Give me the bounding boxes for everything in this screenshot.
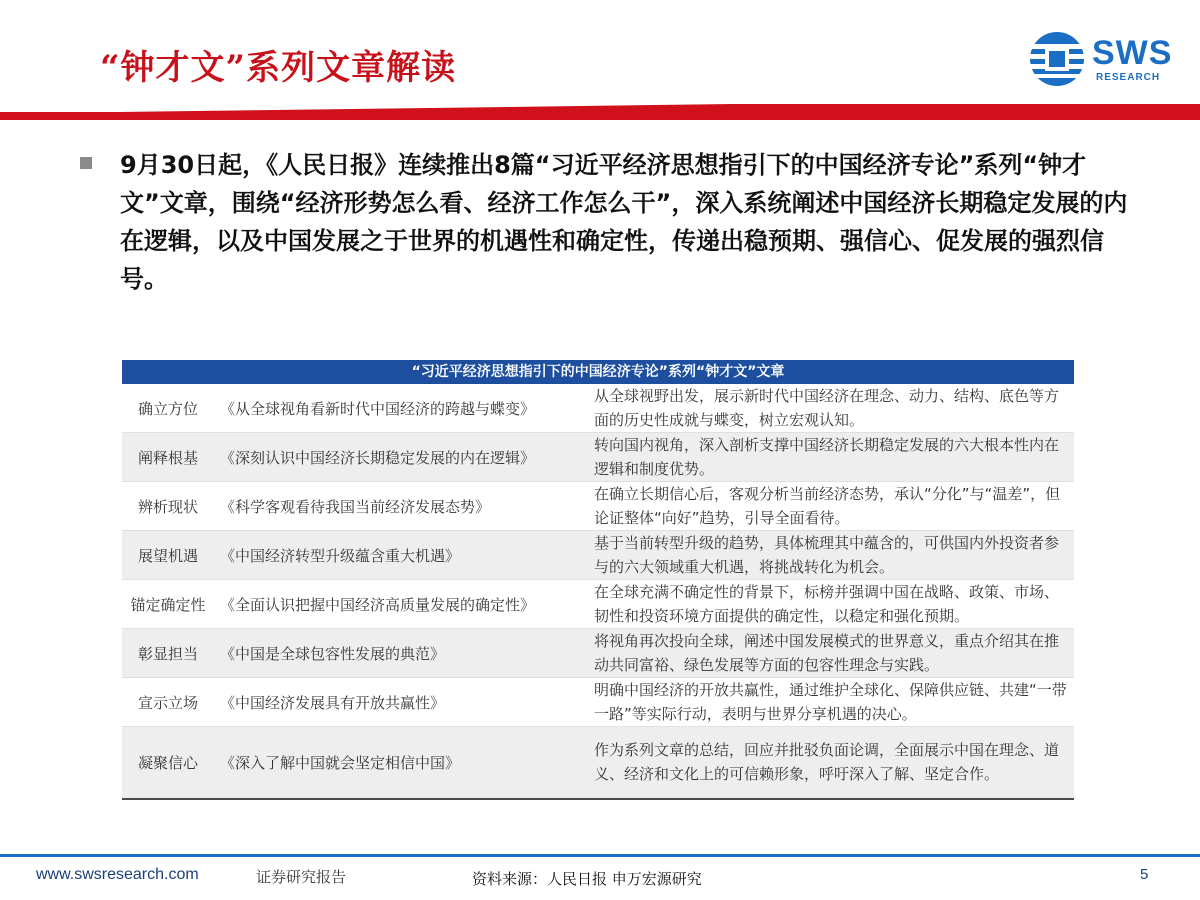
row-article-title: 《全面认识把握中国经济高质量发展的确定性》 xyxy=(214,580,588,629)
footer-divider xyxy=(0,854,1200,857)
row-description: 从全球视野出发，展示新时代中国经济在理念、动力、结构、底色等方面的历史性成就与蝶变，树立宏观认知。 xyxy=(588,384,1074,433)
row-article-title: 《中国经济转型升级蕴含重大机遇》 xyxy=(214,531,588,580)
row-description: 基于当前转型升级的趋势，具体梳理其中蕴含的，可供国内外投资者参与的六大领域重大机遇，将挑战转化为机会。 xyxy=(588,531,1074,580)
footer-source: 资料来源：人民日报 申万宏源研究 xyxy=(472,870,702,888)
table-row xyxy=(122,531,1074,580)
row-category: 宣示立场 xyxy=(122,678,214,727)
table-row xyxy=(122,433,1074,482)
footer-report-type: 证券研究报告 xyxy=(256,868,347,886)
row-category: 辨析现状 xyxy=(122,482,214,531)
bullet-square-icon xyxy=(80,157,92,169)
row-article-title: 《深入了解中国就会坚定相信中国》 xyxy=(214,727,588,799)
row-description: 在全球充满不确定性的背景下，标榜并强调中国在战略、政策、市场、韧性和投资环境方面提供的确定性，以稳定和强化预期。 xyxy=(588,580,1074,629)
row-description: 转向国内视角，深入剖析支撑中国经济长期稳定发展的六大根本性内在逻辑和制度优势。 xyxy=(588,433,1074,482)
row-category: 凝聚信心 xyxy=(122,727,214,799)
row-description: 明确中国经济的开放共赢性，通过维护全球化、保障供应链、共建“一带一路”等实际行动，表明与世界分享机遇的决心。 xyxy=(588,678,1074,727)
row-category: 锚定确定性 xyxy=(122,580,214,629)
page-title: “钟才文”系列文章解读 xyxy=(100,48,457,88)
row-category: 确立方位 xyxy=(122,384,214,433)
row-article-title: 《中国是全球包容性发展的典范》 xyxy=(214,629,588,678)
table-caption: “习近平经济思想指引下的中国经济专论”系列“钟才文”文章 xyxy=(122,360,1074,384)
page-header xyxy=(0,0,1200,122)
table-row xyxy=(122,629,1074,678)
row-category: 彰显担当 xyxy=(122,629,214,678)
row-article-title: 《科学客观看待我国当前经济发展态势》 xyxy=(214,482,588,531)
row-article-title: 《中国经济发展具有开放共赢性》 xyxy=(214,678,588,727)
row-description: 将视角再次投向全球，阐述中国发展模式的世界意义，重点介绍其在推动共同富裕、绿色发展等方面的包容性理念与实践。 xyxy=(588,629,1074,678)
articles-table xyxy=(122,360,1074,800)
intro-paragraph: 9月30日起，《人民日报》连续推出8篇“习近平经济思想指引下的中国经济专论”系列“钟才文”文章，围绕“经济形势怎么看、经济工作怎么干”，深入系统阐述中国经济长期稳定发展的内在逻辑，以及中国发展之于世界的机遇性和确定性，传递出稳预期、强信心、促发展的强烈信号。 xyxy=(120,151,1128,293)
table-body xyxy=(122,384,1074,799)
logo-text: SWS xyxy=(1092,34,1173,72)
table-row xyxy=(122,727,1074,799)
footer-website-link[interactable]: www.swsresearch.com xyxy=(36,866,199,883)
row-article-title: 《深刻认识中国经济长期稳定发展的内在逻辑》 xyxy=(214,433,588,482)
table-row xyxy=(122,482,1074,531)
page-number: 5 xyxy=(1140,866,1149,883)
sws-logo xyxy=(1028,30,1178,90)
row-description: 在确立长期信心后，客观分析当前经济态势，承认“分化”与“温差”，但论证整体“向好”趋势，引导全面看待。 xyxy=(588,482,1074,531)
row-category: 阐释根基 xyxy=(122,433,214,482)
logo-subtext: RESEARCH xyxy=(1096,72,1161,83)
table-row xyxy=(122,580,1074,629)
row-category: 展望机遇 xyxy=(122,531,214,580)
table-row xyxy=(122,678,1074,727)
table-row xyxy=(122,384,1074,433)
sws-globe-icon xyxy=(1028,30,1086,88)
row-description: 作为系列文章的总结，回应并批驳负面论调，全面展示中国在理念、道义、经济和文化上的可信赖形象，呼吁深入了解、坚定合作。 xyxy=(588,727,1074,799)
row-article-title: 《从全球视角看新时代中国经济的跨越与蝶变》 xyxy=(214,384,588,433)
